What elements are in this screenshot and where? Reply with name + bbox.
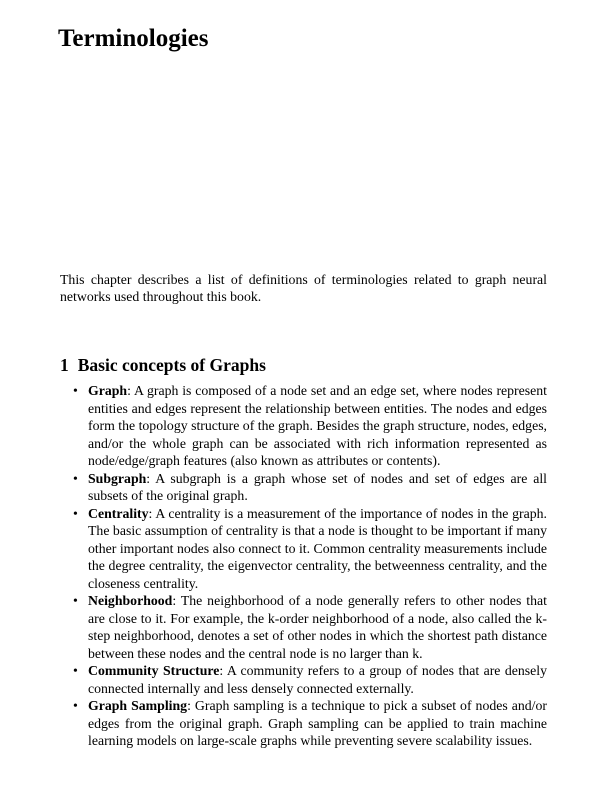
definitions-list xyxy=(60,382,547,750)
intro-paragraph: This chapter describes a list of definitions of terminologies related to graph neural networks used throughout this book. xyxy=(60,271,547,305)
term-separator: : xyxy=(146,470,156,486)
term-definition: The neighborhood of a node generally refers to other nodes that are close to it. For example, the k-order neighborhood of a node, also called the k-step neighborhood, denotes a set of other nodes in which the shortest path distance between these nodes and the central node is no larger than k. xyxy=(88,593,547,661)
bullet-icon: • xyxy=(73,593,78,608)
term-label: Community Structure xyxy=(88,663,220,678)
bullet-icon: • xyxy=(73,383,78,398)
bullet-icon: • xyxy=(73,470,78,486)
chapter-title: Terminologies xyxy=(58,24,209,52)
term-definition: A subgraph is a graph whose set of nodes and set of edges are all subsets of the original graph. xyxy=(88,470,547,503)
term-label: Graph xyxy=(88,383,128,398)
term-definition: A graph is composed of a node set and an edge set, where nodes represent entities and edges represent the relationship between entities. The nodes and edges form the topology structure of the graph. Besides the graph structure, nodes, edges, and/or the whole graph can be associated with rich information represented as node/edge/graph features (also known as attributes or contents). xyxy=(88,383,548,468)
term-definition: Graph sampling is a technique to pick a subset of nodes and/or edges from the original graph. Graph sampling can be applied to train machine learning models on large-scale graphs while preventing severe scalability issues. xyxy=(88,698,547,748)
list-item xyxy=(60,662,547,697)
term-separator: : xyxy=(219,663,227,678)
list-item xyxy=(60,697,547,750)
bullet-icon: • xyxy=(73,505,78,521)
bullet-icon: • xyxy=(73,663,78,678)
section-title: Basic concepts of Graphs xyxy=(77,354,266,375)
list-item xyxy=(60,382,547,470)
term-label: Subgraph xyxy=(88,470,147,486)
list-item xyxy=(60,592,547,662)
section-heading xyxy=(60,355,266,376)
bullet-icon: • xyxy=(73,698,78,713)
term-separator: : xyxy=(172,593,181,608)
section-number: 1 xyxy=(60,354,69,375)
term-definition: A community refers to a group of nodes that are densely connected internally and less densely connected externally. xyxy=(88,663,547,696)
term-definition: A centrality is a measurement of the importance of nodes in the graph. The basic assumption of centrality is that a node is thought to be important if many other important nodes also connect to it. Common centrality measurements include the degree centrality, the eigenvector centrality, the betweenness centrality, and the closeness centrality. xyxy=(88,505,547,591)
term-separator: : xyxy=(187,698,195,713)
term-separator: : xyxy=(148,505,156,521)
term-label: Neighborhood xyxy=(88,593,173,608)
term-separator: : xyxy=(127,383,134,398)
list-item xyxy=(60,470,547,505)
term-label: Graph Sampling xyxy=(88,698,188,713)
term-label: Centrality xyxy=(88,505,149,521)
list-item xyxy=(60,505,547,593)
